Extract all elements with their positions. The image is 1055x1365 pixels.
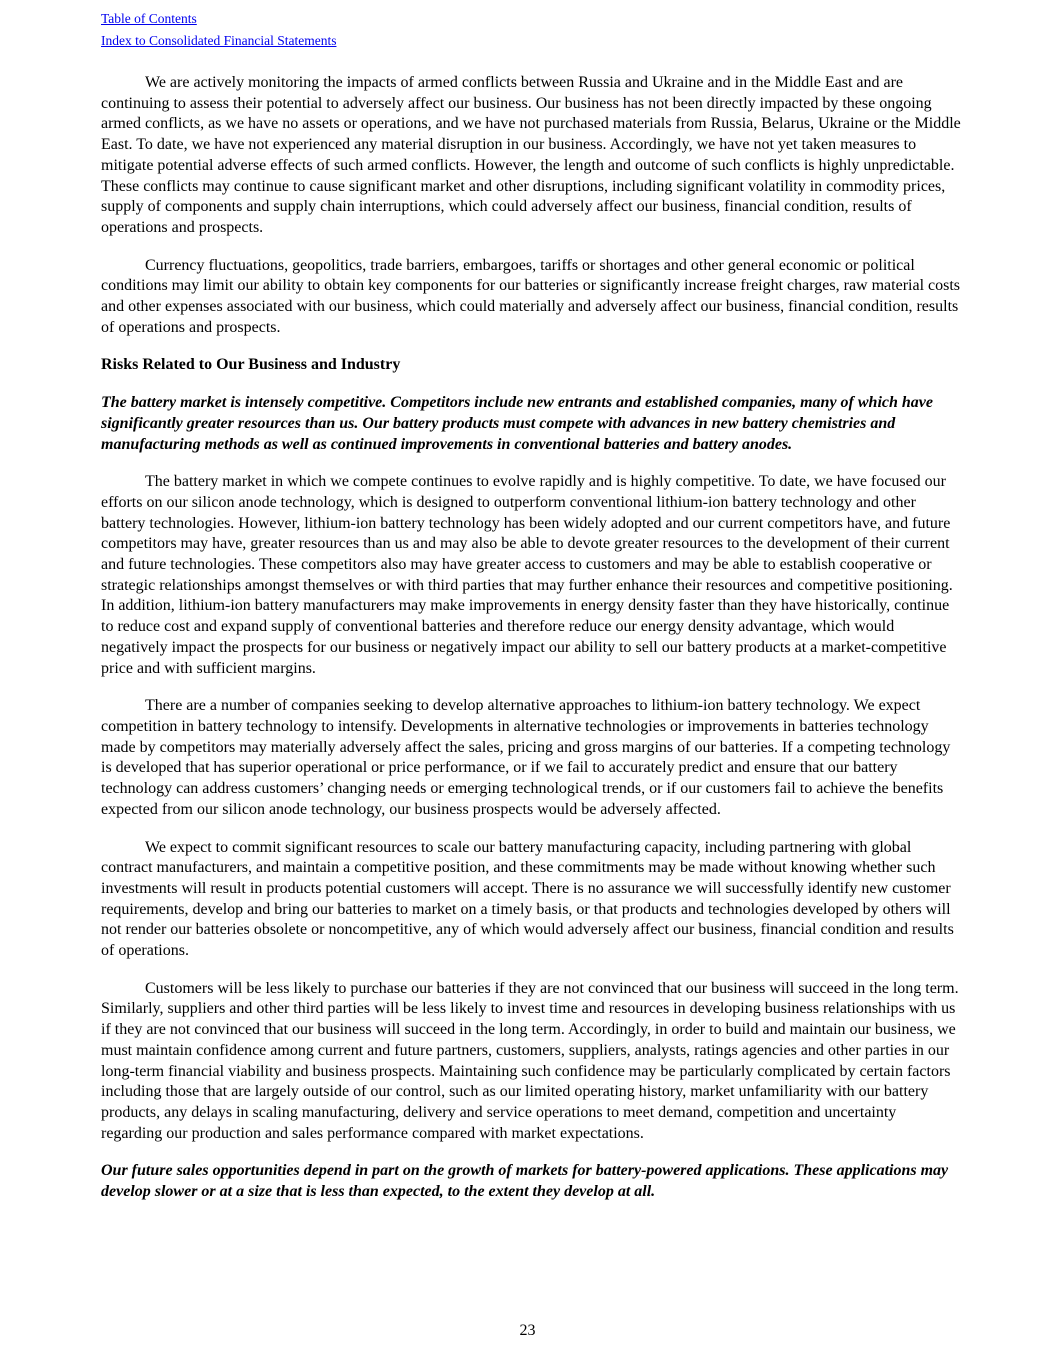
table-of-contents-link[interactable]: Table of Contents — [101, 11, 197, 26]
risk-factor-heading-sales-opportunities: Our future sales opportunities depend in part on the growth of markets for battery-powered applications. These applications may develop slower or at a size that is less than expected, to the extent they develop at all. — [101, 1162, 949, 1201]
paragraph-currency-fluctuations: Currency fluctuations, geopolitics, trade barriers, embargoes, tariffs or shortages and other general economic or political conditions may limit our ability to obtain key components for our batteries or significantly increase freight charges, raw material costs and other expenses associated with our business, which could materially and adversely affect our business, financial condition, results of operations and prospects. — [101, 256, 961, 336]
page-number: 23 — [519, 1322, 536, 1339]
paragraph-battery-market: The battery market in which we compete continues to evolve rapidly and is highly competitive. To date, we have focused our efforts on our silicon anode technology, which is designed to outperform conventional lithium-ion battery technology and other battery technologies. However, lithium-ion battery technology has been widely adopted and our current competitors have, and future competitors may have, greater resources than us and may also be able to devote greater resources to the development of their current and future technologies. These competitors also may have greater access to customers and may be able to establish cooperative or strategic relationships amongst themselves or with third parties that may further enhance their resources and competitive positioning. In addition, lithium-ion battery manufacturers may make improvements in energy density faster than they have historically, continue to reduce cost and expand supply of conventional batteries and therefore reduce our energy density advantage, which would negatively impact the prospects for our business or negatively impact our ability to sell our battery products at a market-competitive price and with sufficient margins. — [101, 473, 953, 677]
risk-factor-heading-competition: The battery market is intensely competitive. Competitors include new entrants and established companies, many of which have significantly greater resources than us. Our battery products must compete with advances in new battery chemistries and manufacturing methods as well as continued improvements in conventional batteries and battery anodes. — [101, 394, 933, 453]
paragraph-alternative-approaches: There are a number of companies seeking to develop alternative approaches to lithium-ion battery technology. We expect competition in battery technology to intensify. Developments in alternative technologies or improvements in batteries technology made by competitors may materially adversely affect the sales, pricing and gross margins of our batteries. If a competing technology is developed that has superior operational or price performance, or if we fail to accurately predict and ensure that our battery technology can address customers’ changing needs or emerging technological trends, or if our customers fail to achieve the benefits expected from our silicon anode technology, our business prospects would be adversely affected. — [101, 697, 951, 818]
document-nav — [101, 8, 336, 52]
paragraph-armed-conflicts: We are actively monitoring the impacts of armed conflicts between Russia and Ukraine and in the Middle East and are continuing to assess their potential to adversely affect our business. Our business has not been directly impacted by these ongoing armed conflicts, as we have no assets or operations, and we have not purchased materials from Russia, Belarus, Ukraine or the Middle East. To date, we have not experienced any material disruption in our business. Accordingly, we have not yet taken measures to mitigate potential adverse effects of such armed conflicts. However, the length and outcome of such conflicts is highly unpredictable. These conflicts may continue to cause significant market and other disruptions, including significant volatility in commodity prices, supply of components and supply chain interruptions, which could adversely affect our business, financial condition, results of operations and prospects. — [101, 74, 961, 236]
page-content — [101, 73, 961, 1220]
section-heading: Risks Related to Our Business and Industry — [101, 356, 401, 374]
paragraph-customer-confidence: Customers will be less likely to purchase our batteries if they are not convinced that our business will succeed in the long term. Similarly, suppliers and other third parties will be less likely to invest time and resources in developing business relationships with us if they are not convinced that our business will succeed in the long term. Accordingly, in order to build and maintain our business, we must maintain confidence among current and future partners, customers, suppliers, analysts, ratings agencies and other parties in our long-term financial viability and business prospects. Maintaining such confidence may be particularly complicated by certain factors including those that are largely outside of our control, such as our limited operating history, market unfamiliarity with our battery products, any delays in scaling manufacturing, delivery and service operations to meet demand, competition and uncertainty regarding our production and sales performance compared with market expectations. — [101, 979, 959, 1142]
index-financial-statements-link[interactable]: Index to Consolidated Financial Statements — [101, 33, 337, 48]
paragraph-commit-resources: We expect to commit significant resources to scale our battery manufacturing capacity, including partnering with global contract manufacturers, and maintain a competitive position, and these commitments may be made without knowing whether such investments will result in products potential customers will accept. There is no assurance we will successfully identify new customer requirements, develop and bring our batteries to market on a timely basis, or that products and technologies developed by others will not render our batteries obsolete or noncompetitive, any of which would adversely affect our business, financial condition and results of operations. — [101, 838, 954, 960]
